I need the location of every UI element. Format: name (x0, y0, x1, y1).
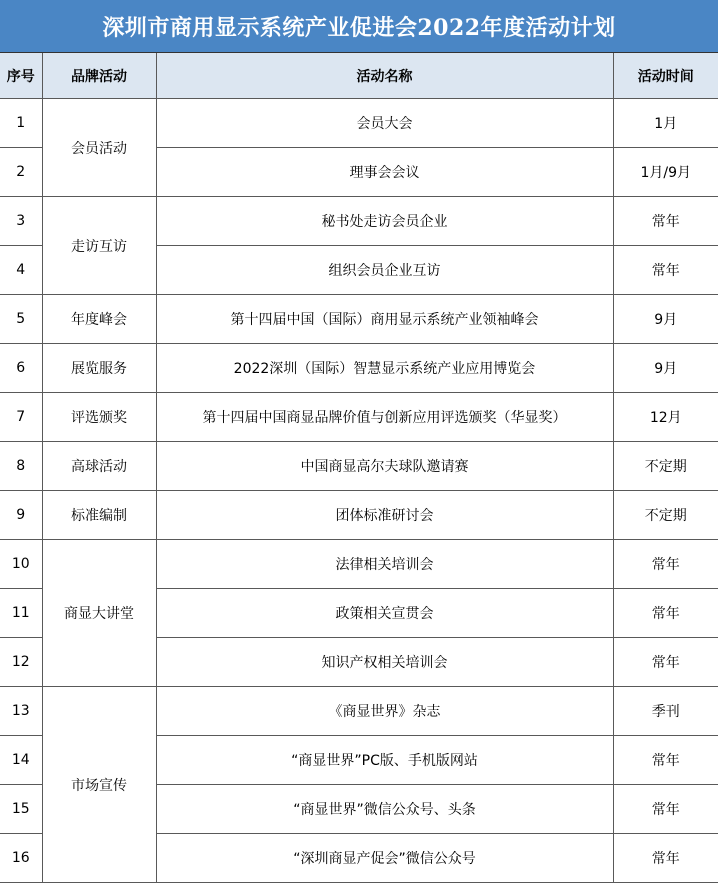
cell-no: 5 (0, 295, 42, 344)
cell-activity-name: “商显世界”PC版、手机版网站 (156, 736, 613, 785)
table-row (0, 687, 718, 736)
cell-activity-time: 常年 (613, 785, 718, 834)
header-brand: 品牌活动 (42, 53, 156, 99)
cell-activity-name: 会员大会 (156, 99, 613, 148)
cell-activity-name: 组织会员企业互访 (156, 246, 613, 295)
cell-activity-name: 秘书处走访会员企业 (156, 197, 613, 246)
cell-no: 15 (0, 785, 42, 834)
cell-activity-name: 第十四届中国商显品牌价值与创新应用评选颁奖（华显奖） (156, 393, 613, 442)
cell-no: 7 (0, 393, 42, 442)
table-row (0, 344, 718, 393)
cell-no: 14 (0, 736, 42, 785)
cell-no: 13 (0, 687, 42, 736)
cell-activity-name: “商显世界”微信公众号、头条 (156, 785, 613, 834)
cell-brand: 评选颁奖 (42, 393, 156, 442)
cell-no: 1 (0, 99, 42, 148)
cell-brand: 走访互访 (42, 197, 156, 295)
cell-no: 4 (0, 246, 42, 295)
header-name: 活动名称 (156, 53, 613, 99)
table-row (0, 491, 718, 540)
cell-activity-name: 2022深圳（国际）智慧显示系统产业应用博览会 (156, 344, 613, 393)
table-row (0, 99, 718, 148)
cell-activity-name: 知识产权相关培训会 (156, 638, 613, 687)
cell-activity-name: 理事会会议 (156, 148, 613, 197)
cell-activity-time: 季刊 (613, 687, 718, 736)
cell-activity-time: 12月 (613, 393, 718, 442)
cell-activity-name: 法律相关培训会 (156, 540, 613, 589)
cell-activity-time: 1月 (613, 99, 718, 148)
cell-activity-name: “深圳商显产促会”微信公众号 (156, 834, 613, 883)
cell-no: 2 (0, 148, 42, 197)
cell-brand: 市场宣传 (42, 687, 156, 883)
cell-activity-time: 1月/9月 (613, 148, 718, 197)
cell-no: 9 (0, 491, 42, 540)
table-row (0, 393, 718, 442)
cell-brand: 展览服务 (42, 344, 156, 393)
cell-no: 11 (0, 589, 42, 638)
cell-activity-time: 常年 (613, 638, 718, 687)
cell-activity-time: 9月 (613, 344, 718, 393)
cell-no: 12 (0, 638, 42, 687)
sheet-title: 深圳市商用显示系统产业促进会2022年度活动计划 (0, 0, 718, 53)
cell-no: 6 (0, 344, 42, 393)
cell-brand: 会员活动 (42, 99, 156, 197)
cell-activity-time: 不定期 (613, 442, 718, 491)
cell-activity-name: 中国商显高尔夫球队邀请赛 (156, 442, 613, 491)
cell-no: 3 (0, 197, 42, 246)
cell-activity-time: 常年 (613, 736, 718, 785)
cell-activity-name: 政策相关宣贯会 (156, 589, 613, 638)
header-no: 序号 (0, 53, 42, 99)
cell-brand: 年度峰会 (42, 295, 156, 344)
header-row (0, 53, 718, 99)
cell-no: 16 (0, 834, 42, 883)
cell-activity-name: 团体标准研讨会 (156, 491, 613, 540)
cell-activity-time: 常年 (613, 834, 718, 883)
cell-activity-time: 常年 (613, 197, 718, 246)
table-row (0, 442, 718, 491)
table-row (0, 540, 718, 589)
table-body (0, 99, 718, 883)
cell-activity-time: 不定期 (613, 491, 718, 540)
activity-table (0, 53, 718, 883)
header-time: 活动时间 (613, 53, 718, 99)
cell-activity-time: 常年 (613, 246, 718, 295)
cell-no: 8 (0, 442, 42, 491)
cell-brand: 标准编制 (42, 491, 156, 540)
cell-activity-name: 《商显世界》杂志 (156, 687, 613, 736)
cell-no: 10 (0, 540, 42, 589)
cell-activity-time: 常年 (613, 540, 718, 589)
cell-activity-time: 9月 (613, 295, 718, 344)
table-row (0, 197, 718, 246)
cell-brand: 商显大讲堂 (42, 540, 156, 687)
cell-brand: 高球活动 (42, 442, 156, 491)
table-row (0, 295, 718, 344)
cell-activity-time: 常年 (613, 589, 718, 638)
cell-activity-name: 第十四届中国（国际）商用显示系统产业领袖峰会 (156, 295, 613, 344)
